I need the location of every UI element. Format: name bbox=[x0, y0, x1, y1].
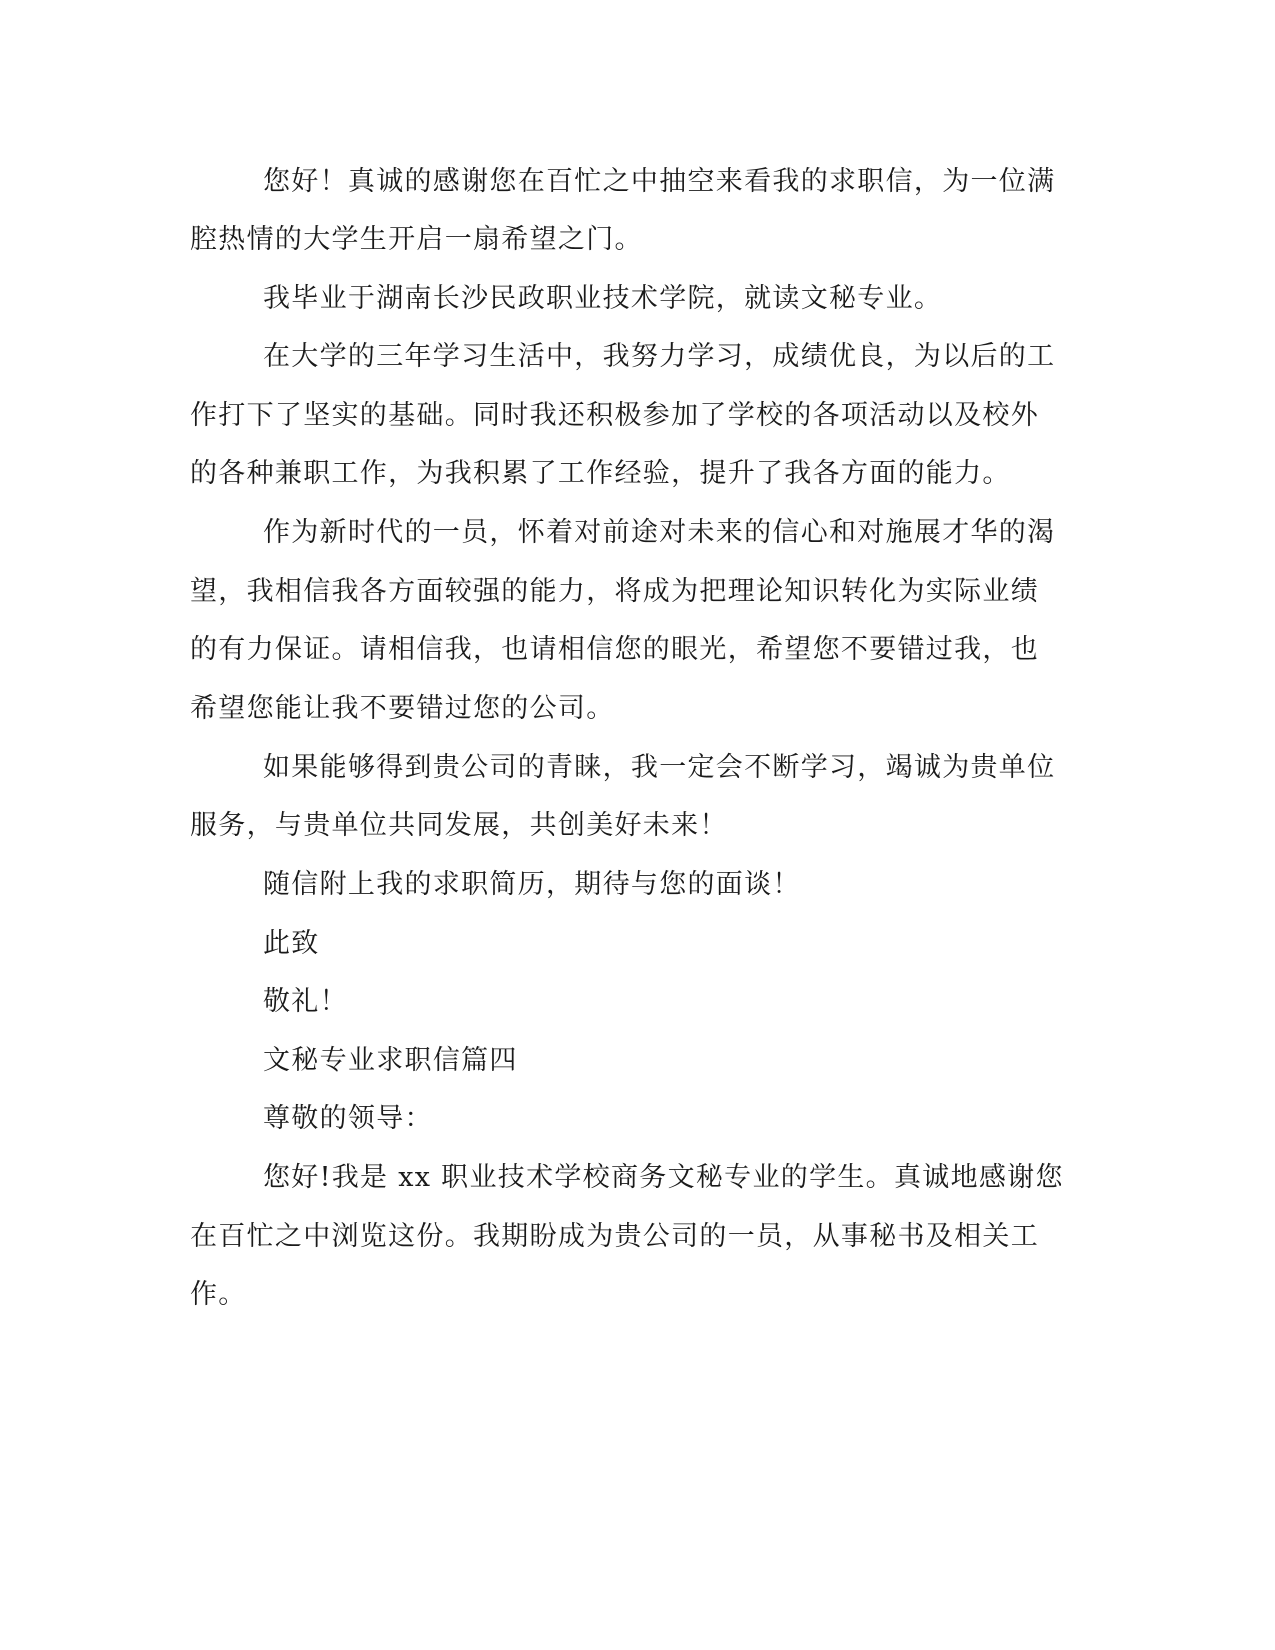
letter-closing-1: 此致 bbox=[263, 928, 320, 959]
letter-paragraph-3-line-3: 的各种兼职工作，为我积累了工作经验，提升了我各方面的能力。 bbox=[190, 458, 1011, 489]
section-paragraph-1-line-2: 在百忙之中浏览这份。我期盼成为贵公司的一员，从事秘书及相关工 bbox=[190, 1221, 1039, 1252]
letter-paragraph-3-line-2: 作打下了坚实的基础。同时我还积极参加了学校的各项活动以及校外 bbox=[190, 400, 1039, 431]
letter-paragraph-1-line-1: 您好！真诚的感谢您在百忙之中抽空来看我的求职信，为一位满 bbox=[263, 166, 1056, 197]
letter-paragraph-4-line-2: 望，我相信我各方面较强的能力，将成为把理论知识转化为实际业绩 bbox=[190, 576, 1039, 607]
section-paragraph-1-line-1: 您好!我是 xx 职业技术学校商务文秘专业的学生。真诚地感谢您 bbox=[263, 1162, 1064, 1193]
letter-paragraph-2-line-1: 我毕业于湖南长沙民政职业技术学院，就读文秘专业。 bbox=[263, 283, 943, 314]
letter-paragraph-4-line-1: 作为新时代的一员，怀着对前途对未来的信心和对施展才华的渴 bbox=[263, 517, 1056, 548]
letter-paragraph-3-line-1: 在大学的三年学习生活中，我努力学习，成绩优良，为以后的工 bbox=[263, 341, 1056, 372]
letter-paragraph-4-line-3: 的有力保证。请相信我，也请相信您的眼光，希望您不要错过我，也 bbox=[190, 634, 1039, 665]
letter-paragraph-6-line-1: 随信附上我的求职简历，期待与您的面谈！ bbox=[263, 869, 801, 900]
letter-paragraph-1-line-2: 腔热情的大学生开启一扇希望之门。 bbox=[190, 224, 643, 255]
letter-paragraph-5-line-2: 服务，与贵单位共同发展，共创美好未来！ bbox=[190, 810, 728, 841]
letter-closing-2: 敬礼！ bbox=[263, 986, 348, 1017]
letter-paragraph-4-line-4: 希望您能让我不要错过您的公司。 bbox=[190, 693, 615, 724]
letter-paragraph-5-line-1: 如果能够得到贵公司的青睐，我一定会不断学习，竭诚为贵单位 bbox=[263, 752, 1056, 783]
section-title: 文秘专业求职信篇四 bbox=[263, 1045, 518, 1076]
section-paragraph-1-line-3: 作。 bbox=[190, 1279, 247, 1310]
section-salutation: 尊敬的领导： bbox=[263, 1103, 433, 1134]
